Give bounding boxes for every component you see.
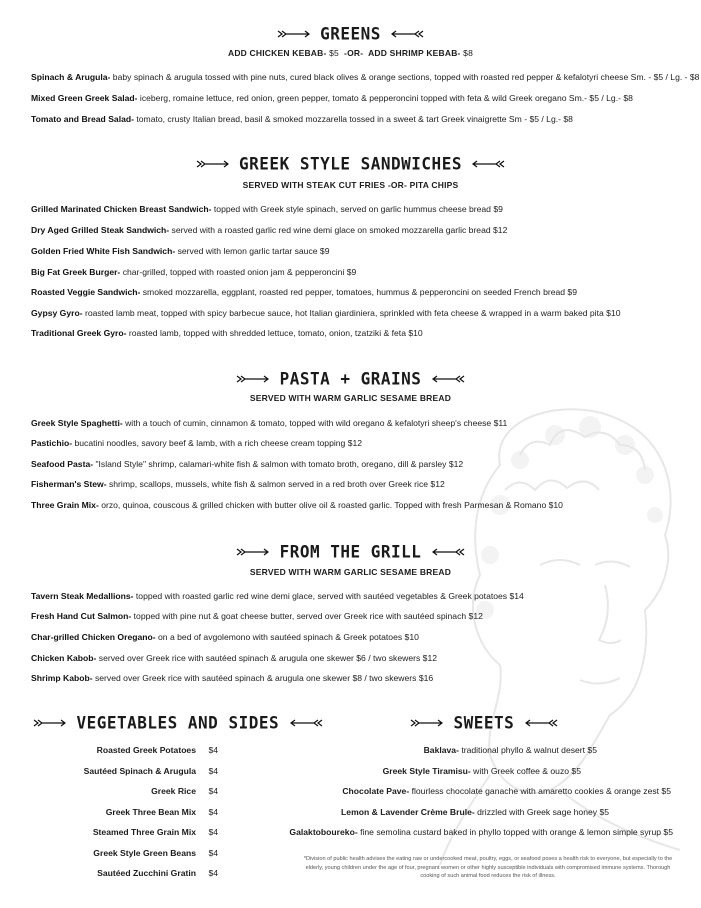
menu-item: Golden Fried White Fish Sandwich- served with lemon garlic tartar sauce $9 <box>31 246 330 256</box>
grill-subtitle: SERVED WITH WARM GARLIC SESAME BREAD <box>249 567 452 577</box>
sandwiches-title: GREEK STYLE SANDWICHES <box>239 153 462 174</box>
vegetables-title: VEGETABLES AND SIDES <box>76 712 280 733</box>
menu-item: Tomato and Bread Salad- tomato, crusty Italian bread, basil & smoked mozzarella tossed in a sweet & tart Greek vinaigrette Sm - $5 / Lg.- $8 <box>31 114 573 124</box>
greens-title: GREENS <box>320 23 381 44</box>
arrow-right-icon <box>236 374 270 384</box>
menu-item: Big Fat Greek Burger- char-grilled, topped with roasted onion jam & pepperoncini $9 <box>31 267 357 277</box>
arrow-left-icon <box>471 159 505 169</box>
arrow-left-icon <box>431 374 465 384</box>
side-item: Greek Style Green Beans $4 <box>93 848 218 858</box>
pasta-subtitle: SERVED WITH WARM GARLIC SESAME BREAD <box>249 393 452 403</box>
arrow-right-icon <box>277 29 311 39</box>
sweet-item: Baklava- traditional phyllo & walnut desert $5 <box>423 745 597 755</box>
grill-title: FROM THE GRILL <box>279 541 422 562</box>
arrow-left-icon <box>431 547 465 557</box>
menu-item: Seafood Pasta- "Island Style" shrimp, calamari-white fish & salmon with tomato broth, oregano, dill & parsley $12 <box>31 459 464 469</box>
menu-item: Tavern Steak Medallions- topped with roasted garlic red wine demi glace, served with sautéed vegetables & Greek potatoes $14 <box>31 591 524 601</box>
arrow-left-icon <box>524 718 558 728</box>
grill-header <box>0 542 701 561</box>
greens-subtitle: ADD CHICKEN KEBAB- $5 -OR- ADD SHRIMP KEBAB- $8 <box>227 48 473 58</box>
health-disclaimer: *Division of public health advises the eating raw or undercooked meat, poultry, eggs, or seafood poses a health risk to everyone, but especially to the elderly, young children under the age of four, pregnant women or other highly susceptible individuals with compromised immune systems. Thorough cooking of such animal food reduces the risk of illness. <box>303 856 673 880</box>
side-item: Sautéed Spinach & Arugula $4 <box>83 766 218 776</box>
sweet-item: Greek Style Tiramisu- with Greek coffee & ouzo $5 <box>382 766 581 776</box>
menu-item: Chicken Kabob- served over Greek rice with sautéed spinach & arugula one skewer $6 / two skewers $12 <box>31 653 438 663</box>
menu-item: Pastichio- bucatini noodles, savory beef & lamb, with a rich cheese cream topping $12 <box>31 438 363 448</box>
sandwiches-subtitle: SERVED WITH STEAK CUT FRIES -OR- PITA CHIPS <box>242 180 459 190</box>
arrow-right-icon <box>33 718 67 728</box>
menu-item: Char-grilled Chicken Oregano- on a bed of avgolemono with sautéed spinach & Greek potatoes $10 <box>31 632 419 642</box>
vegetables-header <box>28 713 328 732</box>
menu-item: Fresh Hand Cut Salmon- topped with pine nut & goat cheese butter, served over Greek rice with sautéed spinach $12 <box>31 611 483 621</box>
sweet-item: Galaktoboureko- fine semolina custard baked in phyllo topped with orange & lemon simple syrup $5 <box>289 827 673 837</box>
sandwiches-header <box>0 154 701 173</box>
menu-item: Three Grain Mix- orzo, quinoa, couscous & grilled chicken with butter olive oil & roasted garlic. Topped with fresh Parmesan & Romano $10 <box>31 500 563 510</box>
side-item: Roasted Greek Potatoes $4 <box>96 745 218 755</box>
arrow-right-icon <box>196 159 230 169</box>
greens-header <box>0 24 701 43</box>
side-item: Greek Rice $4 <box>151 786 218 796</box>
menu-item: Shrimp Kabob- served over Greek rice with sautéed spinach & arugula one skewer $8 / two skewers $16 <box>31 673 434 683</box>
sweets-title: SWEETS <box>453 712 515 733</box>
sweets-header <box>405 713 563 732</box>
arrow-left-icon <box>289 718 323 728</box>
menu-item: Mixed Green Greek Salad- iceberg, romaine lettuce, red onion, green pepper, tomato & pepperoncini topped with feta & wild Greek oregano Sm.- $5 / Lg.- $8 <box>31 93 633 103</box>
menu-item: Gypsy Gyro- roasted lamb meat, topped with spicy barbecue sauce, hot Italian giardiniera, sprinkled with feta cheese & wrapped in a warm baked pita $10 <box>31 308 621 318</box>
pasta-title: PASTA + GRAINS <box>279 368 422 389</box>
menu-item: Traditional Greek Gyro- roasted lamb, topped with shredded lettuce, tomato, onion, tzatziki & feta $10 <box>31 328 423 338</box>
sweet-item: Lemon & Lavender Crème Brule- drizzled with Greek sage honey $5 <box>341 807 609 817</box>
menu-item: Grilled Marinated Chicken Breast Sandwich- topped with Greek style spinach, served on garlic hummus cheese bread $9 <box>31 204 503 214</box>
side-item: Sautéed Zucchini Gratin $4 <box>97 868 218 878</box>
menu-item: Fisherman's Stew- shrimp, scallops, mussels, white fish & salmon served in a red broth over Greek rice $12 <box>31 479 445 489</box>
menu-item: Dry Aged Grilled Steak Sandwich- served with a roasted garlic red wine demi glace on smoked mozzarella garlic bread $12 <box>31 225 508 235</box>
pasta-header <box>0 369 701 388</box>
arrow-right-icon <box>236 547 270 557</box>
side-item: Steamed Three Grain Mix $4 <box>92 827 218 837</box>
side-item: Greek Three Bean Mix $4 <box>105 807 218 817</box>
arrow-left-icon <box>390 29 424 39</box>
menu-item: Roasted Veggie Sandwich- smoked mozzarella, eggplant, roasted red pepper, tomatoes, hummus & pepperoncini on seeded French bread $9 <box>31 287 577 297</box>
arrow-right-icon <box>410 718 444 728</box>
menu-item: Greek Style Spaghetti- with a touch of cumin, cinnamon & tomato, topped with wild oregano & kefalotyri sheep's cheese $11 <box>31 418 508 428</box>
sweet-item: Chocolate Pave- flourless chocolate ganache with amaretto cookies & orange zest $5 <box>342 786 671 796</box>
menu-item: Spinach & Arugula- baby spinach & arugula tossed with pine nuts, cured black olives & orange sections, topped with roasted red pepper & kefalotyri cheese Sm. - $5 / Lg. - $8 <box>31 72 700 82</box>
